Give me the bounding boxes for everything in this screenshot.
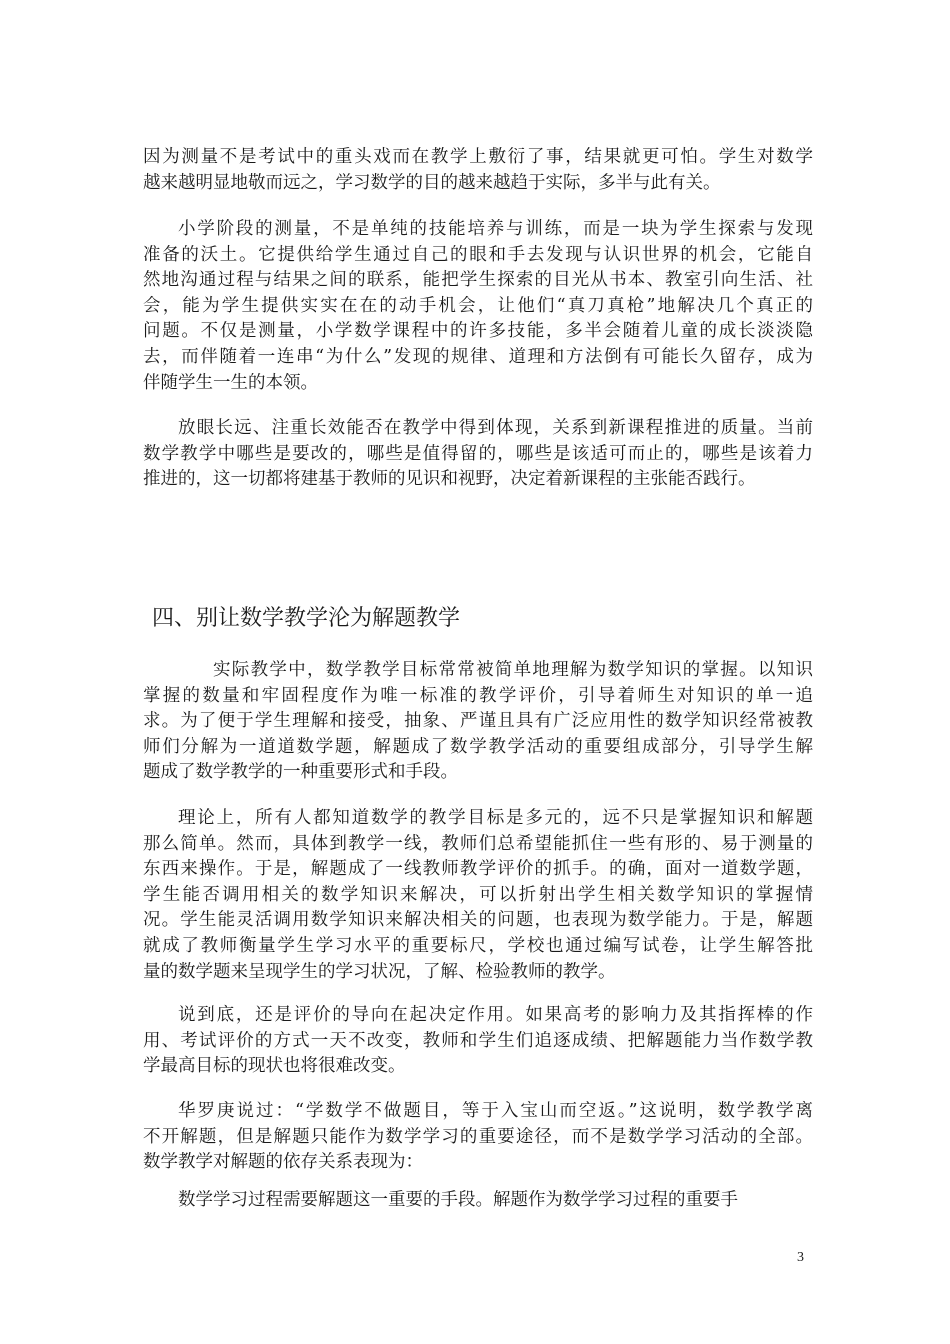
text-line: 华罗庚说过：“学数学不做题目，等于入宝山而空返。”这说明，数学教学离 (178, 1101, 813, 1121)
paragraph-measurement-value (143, 217, 813, 396)
text-line: 放眼长远、注重长效能否在教学中得到体现，关系到新课程推进的质量。当前 (178, 418, 813, 438)
text-line: 去，而伴随着一连串“为什么”发现的规律、道理和方法倒有可能长久留存，成为 (143, 346, 813, 367)
text-line: 学生能否调用相关的数学知识来解决，可以折射出学生相关数学知识的掌握情 (143, 884, 813, 905)
text-line: 那么简单。然而，具体到教学一线，教师们总希望能抓住一些有形的、易于测量的 (143, 833, 813, 854)
text-line: 理论上，所有人都知道数学的教学目标是多元的，远不只是掌握知识和解题 (178, 808, 813, 828)
text-line: 推进的，这一切都将建基于教师的见识和视野，决定着新课程的主张能否践行。 (143, 469, 756, 490)
paragraph-hua-luogeng-quote (143, 1099, 813, 1176)
section-heading: 四、别让数学教学沦为解题教学 (152, 606, 461, 631)
text-line: 数学学习过程需要解题这一重要的手段。解题作为数学学习过程的重要手 (178, 1190, 738, 1210)
text-line: 师们分解为一道道数学题，解题成了数学教学活动的重要组成部分，引导学生解 (143, 736, 813, 757)
text-line: 伴随学生一生的本领。 (143, 372, 318, 393)
text-line: 不开解题，但是解题只能作为数学学习的重要途径，而不是数学学习活动的全部。 (143, 1126, 813, 1147)
text-line: 会，能为学生提供实实在在的动手机会，让他们“真刀真枪”地解决几个真正的 (143, 295, 813, 316)
text-line: 然地沟通过程与结果之间的联系，能把学生探索的目光从书本、教室引向生活、社 (143, 270, 813, 291)
text-line: 东西来操作。于是，解题成了一线教师教学评价的抓手。的确，面对一道数学题， (143, 859, 813, 880)
text-line: 准备的沃土。它提供给学生通过自己的眼和手去发现与认识世界的机会，它能自 (143, 244, 813, 265)
text-line: 量的数学题来呈现学生的学习状况，了解、检验教师的教学。 (143, 961, 616, 982)
text-line: 数学教学对解题的依存关系表现为： (143, 1152, 423, 1173)
text-line: 求。为了便于学生理解和接受，抽象、严谨且具有广泛应用性的数学知识经常被教 (143, 711, 813, 732)
text-line: 越来越明显地敬而远之，学习数学的目的越来越趋于实际，多半与此有关。 (143, 172, 721, 193)
text-line: 就成了教师衡量学生学习水平的重要标尺，学校也通过编写试卷，让学生解答批 (143, 935, 813, 956)
paragraph-problem-solving-goal (143, 658, 813, 786)
text-line: 实际教学中，数学教学目标常常被简单地理解为数学知识的掌握。以知识 (213, 660, 813, 680)
text-line: 况。学生能灵活调用数学知识来解决相关的问题，也表现为数学能力。于是，解题 (143, 910, 813, 931)
paragraph-measurement-continued (143, 145, 813, 196)
paragraph-theory-practice (143, 806, 813, 985)
text-line: 数学教学中哪些是要改的，哪些是值得留的，哪些是该适可而止的，哪些是该着力 (143, 443, 813, 464)
paragraph-problem-solving-means (143, 1188, 813, 1214)
paragraph-long-term-vision (143, 416, 813, 493)
text-line: 用、考试评价的方式一天不改变，教师和学生们追逐成绩、把解题能力当作数学教 (143, 1030, 813, 1051)
text-line: 小学阶段的测量，不是单纯的技能培养与训练，而是一块为学生探索与发现 (178, 219, 813, 239)
text-line: 说到底，还是评价的导向在起决定作用。如果高考的影响力及其指挥棒的作 (178, 1005, 813, 1025)
paragraph-evaluation-guidance (143, 1003, 813, 1080)
text-line: 问题。不仅是测量，小学数学课程中的许多技能，多半会随着儿童的成长淡淡隐 (143, 321, 813, 342)
text-line: 掌握的数量和牢固程度作为唯一标准的教学评价，引导着师生对知识的单一追 (143, 685, 813, 706)
text-line: 因为测量不是考试中的重头戏而在教学上敷衍了事，结果就更可怕。学生对数学 (143, 147, 813, 167)
text-line: 题成了数学教学的一种重要形式和手段。 (143, 762, 458, 783)
page-number: 3 (797, 1250, 804, 1265)
text-line: 学最高目标的现状也将很难改变。 (143, 1056, 406, 1077)
